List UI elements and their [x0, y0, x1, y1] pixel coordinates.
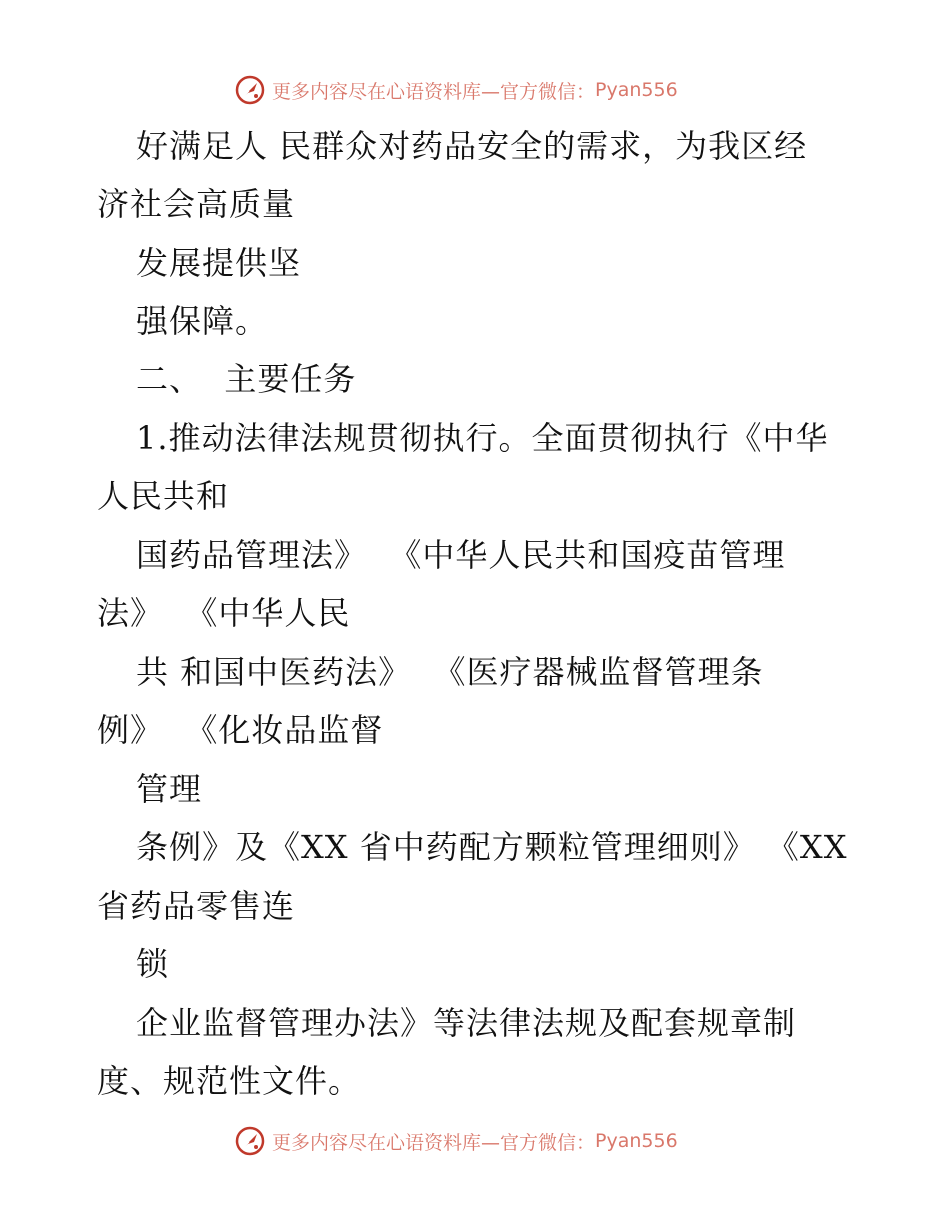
body-line-15: 锁: [136, 945, 170, 983]
footer-banner-contact: Pyan556: [595, 1130, 678, 1152]
body-line-9: 法》 《中华人民: [97, 594, 351, 632]
body-line-10: 共 和国中医药法》 《医疗器械监督管理条: [136, 653, 764, 691]
body-line-11: 例》 《化妆品监督: [97, 711, 384, 749]
body-line-4: 强保障。: [136, 302, 269, 340]
body-line-17: 度、规范性文件。: [97, 1062, 362, 1100]
body-line-6: 1.推动法律法规贯彻执行。全面贯彻执行《中华: [136, 419, 829, 457]
body-line-3: 发展提供坚: [136, 244, 302, 282]
header-banner-contact: Pyan556: [595, 79, 678, 101]
body-line-14: 省药品零售连: [97, 887, 296, 925]
body-line-12: 管理: [136, 770, 203, 808]
header-watermark-banner: [234, 72, 714, 108]
section-heading: 二、 主要任务: [136, 360, 357, 398]
body-line-16: 企业监督管理办法》等法律法规及配套规章制: [136, 1004, 797, 1042]
quill-logo-icon: [234, 74, 266, 106]
body-line-2: 济社会高质量: [97, 185, 296, 223]
quill-logo-icon: [234, 1125, 266, 1157]
body-line-8: 国药品管理法》 《中华人民共和国疫苗管理: [136, 536, 786, 574]
body-line-13: 条例》及《XX 省中药配方颗粒管理细则》 《XX: [136, 828, 848, 866]
body-line-7: 人民共和: [97, 477, 230, 515]
body-line-1: 好满足人 民群众对药品安全的需求，为我区经: [136, 127, 808, 165]
footer-watermark-banner: [234, 1123, 714, 1159]
header-banner-text: 更多内容尽在心语资料库—官方微信：: [272, 80, 596, 103]
footer-banner-text: 更多内容尽在心语资料库—官方微信：: [272, 1131, 596, 1154]
